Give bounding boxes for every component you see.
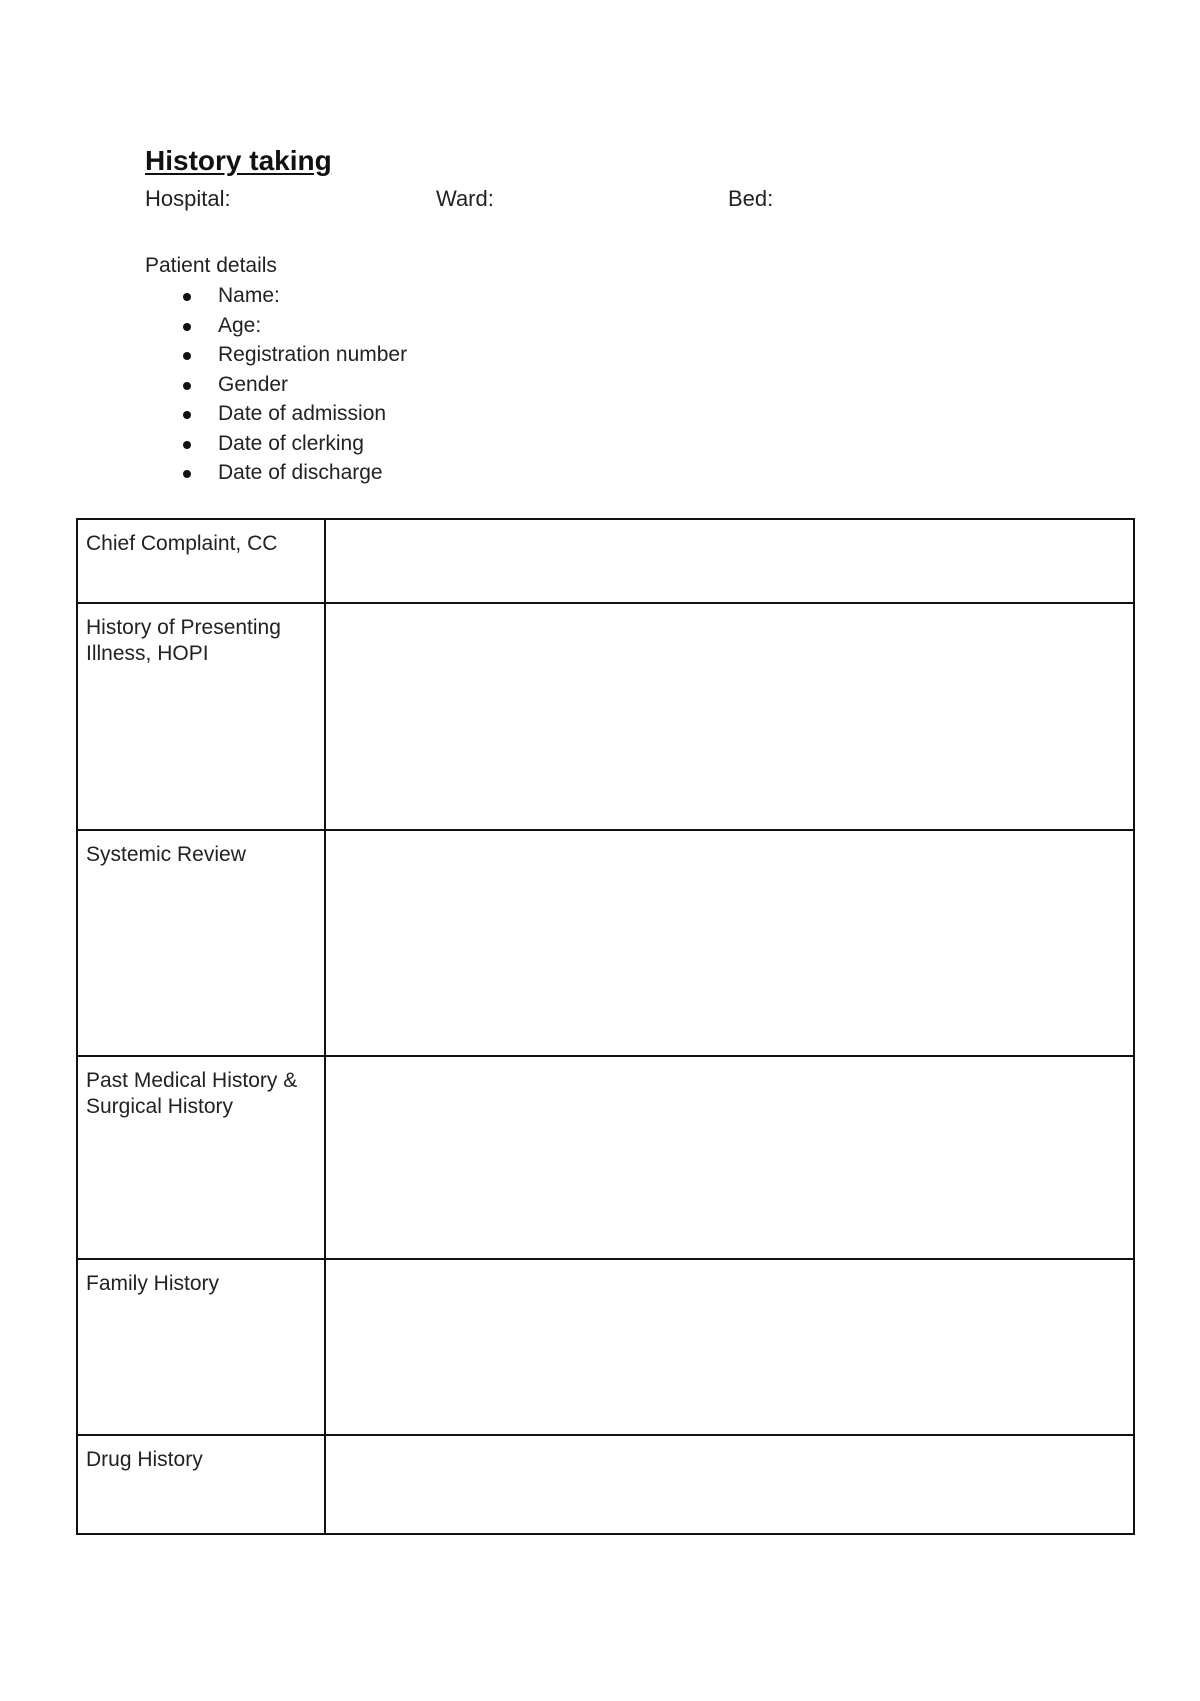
table-row-systemic-review bbox=[77, 830, 1134, 1056]
row-value-field[interactable] bbox=[325, 1435, 1134, 1534]
hospital-label: Hospital: bbox=[145, 186, 231, 211]
row-label: Drug History bbox=[77, 1435, 325, 1534]
ward-label: Ward: bbox=[436, 186, 494, 211]
bullet-icon bbox=[183, 411, 191, 419]
bullet-icon bbox=[183, 470, 191, 478]
patient-detail-gender bbox=[145, 370, 407, 400]
patient-details-heading: Patient details bbox=[145, 254, 277, 277]
patient-detail-date-of-clerking bbox=[145, 429, 407, 459]
patient-detail-label: Date of admission bbox=[218, 402, 387, 425]
bed-label: Bed: bbox=[728, 186, 774, 211]
patient-detail-date-of-admission bbox=[145, 399, 407, 429]
patient-detail-label: Name: bbox=[218, 284, 280, 307]
table-row-drug-history bbox=[77, 1435, 1134, 1534]
patient-detail-age bbox=[145, 311, 407, 341]
patient-detail-label: Date of discharge bbox=[218, 461, 383, 484]
bullet-icon bbox=[183, 441, 191, 449]
table-row-chief-complaint bbox=[77, 519, 1134, 603]
table-row-family-history bbox=[77, 1259, 1134, 1435]
row-value-field[interactable] bbox=[325, 830, 1134, 1056]
row-value-field[interactable] bbox=[325, 1056, 1134, 1259]
patient-detail-date-of-discharge bbox=[145, 458, 407, 488]
bullet-icon bbox=[183, 323, 191, 331]
bullet-icon bbox=[183, 382, 191, 390]
row-value-field[interactable] bbox=[325, 1259, 1134, 1435]
patient-details-list bbox=[145, 281, 407, 488]
patient-detail-name bbox=[145, 281, 407, 311]
patient-detail-label: Gender bbox=[218, 372, 289, 396]
row-value-field[interactable] bbox=[325, 603, 1134, 830]
row-label: Family History bbox=[77, 1259, 325, 1435]
bullet-icon bbox=[183, 293, 191, 301]
patient-detail-registration-number bbox=[145, 340, 407, 370]
row-value-field[interactable] bbox=[325, 519, 1134, 603]
row-label: History of Presenting Illness, HOPI bbox=[77, 603, 325, 830]
row-label: Past Medical History & Surgical History bbox=[77, 1056, 325, 1259]
patient-detail-label: Date of clerking bbox=[218, 431, 364, 455]
patient-detail-label: Registration number bbox=[218, 343, 408, 366]
table-row-past-medical-surgical-history bbox=[77, 1056, 1134, 1259]
table-row-history-of-presenting-illness bbox=[77, 603, 1134, 830]
location-row bbox=[145, 184, 1045, 214]
bullet-icon bbox=[183, 352, 191, 360]
page-title: History taking bbox=[145, 145, 332, 176]
history-table bbox=[76, 518, 1135, 1535]
patient-detail-label: Age: bbox=[218, 313, 262, 337]
row-label: Chief Complaint, CC bbox=[77, 519, 325, 603]
row-label: Systemic Review bbox=[77, 830, 325, 1056]
